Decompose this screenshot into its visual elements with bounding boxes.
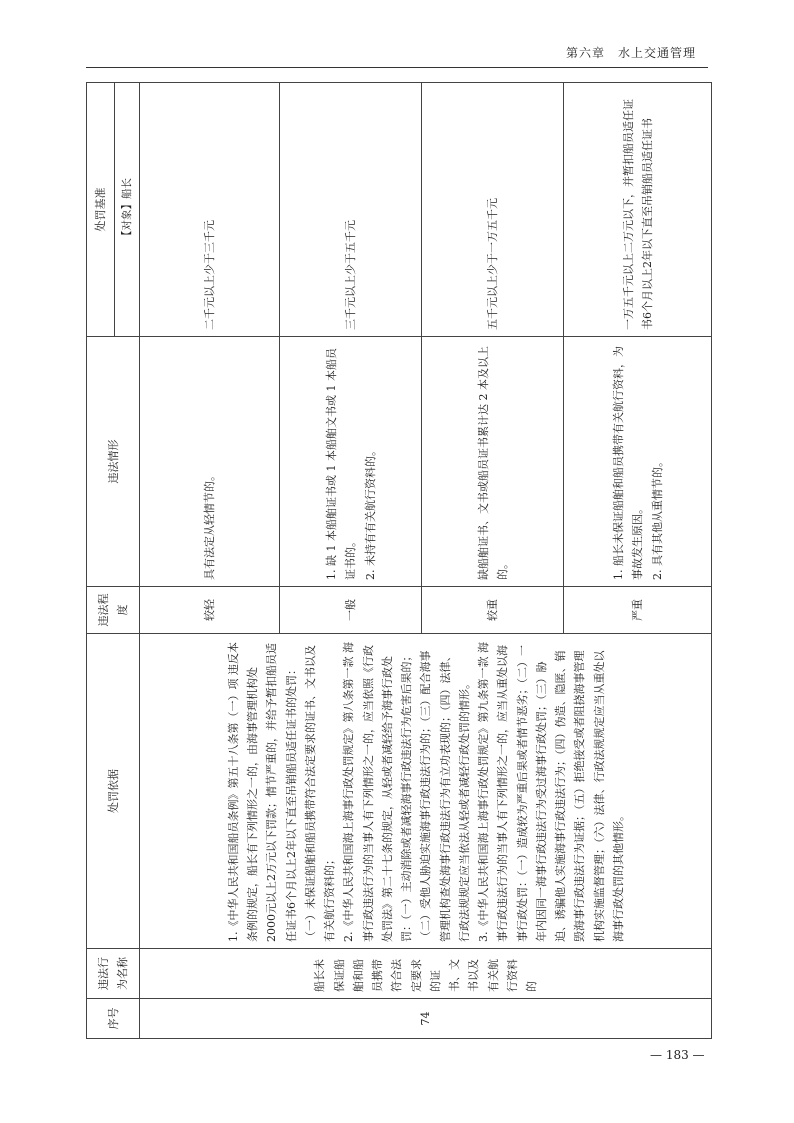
circumstance-level-3 <box>422 337 564 587</box>
standard-level-1: 二千元以上少于三千元 <box>140 83 280 337</box>
circumstance-2-line-2: 2. 未持有有关航行资料的。 <box>363 445 377 580</box>
header-degree: 违法程度 <box>87 587 140 634</box>
circumstance-4-line-2: 2. 具有其他从重情节的。 <box>650 456 664 580</box>
circumstance-4-line-1: 1. 船长未保证船舶和船员携带有关航行资料，为事故发生原因。 <box>612 346 645 580</box>
header-rule <box>86 67 708 68</box>
basis-para-3: 2.《中华人民共和国海上海事行政处罚规定》第八条第一款 海事行政违法行为的当事人有下列情形之一的，应当依照《行政处罚法》第二十七条的规定，从轻或者减轻给予海事行政处罚：（一）主动消除或者减轻海事行政违法行为危害后果的；（二）受他人胁迫实施海事行政违法行为的；（三）配合海事管理机构查处海事行政违法行为有立功表现的；（四）法律、行政法规规定应当依法从轻或者减轻行政处罚的情形。 <box>342 642 471 942</box>
circumstance-level-2 <box>280 337 422 587</box>
chapter-header: 第六章 水上交通管理 <box>566 46 697 60</box>
basis-para-2: （一）未保证船舶和船员携带符合法定要求的证书、文书以及有关航行资料的； <box>303 645 336 942</box>
basis-para-4: 3.《中华人民共和国海上海事行政处罚规定》第九条第一款 海事行政违法行为的当事人有下列情形之一的，应当从重处以海事行政处罚：（一）造成较为严重后果或者情节恶劣；（二）一年内因同一海事行政违法行为受过海事行政处罚；（三）胁迫、诱骗他人实施海事行政违法行为；（四）伪造、隐匿、销毁海事行政违法行为证据；（五）拒绝接受或者阻挠海事管理机构实施监督管理；（六）法律、行政法规规定应当从重处以海事行政处罚的其他情形。 <box>477 642 625 942</box>
degree-level-1: 较轻 <box>140 587 280 634</box>
row-act-name: 船长未保证船舶和船员携带符合法定要求的证书、文书以及有关航行资料的 <box>140 949 712 999</box>
standard-level-4: 一万五千元以上二万元以下，并暂扣船员适任证书6个月以上2年以下直至吊销船员适任证书 <box>564 83 712 337</box>
circumstance-2-line-1: 1. 缺 1 本船舶证书或 1 本船舶文书或 1 本船员证书的。 <box>325 348 358 580</box>
penalty-table <box>86 82 712 1039</box>
row-seq: 74 <box>140 999 712 1039</box>
rotated-table-inner <box>86 83 708 1039</box>
standard-level-3: 五千元以上少于一万五千元 <box>422 83 564 337</box>
header-seq: 序号 <box>87 999 140 1039</box>
header-act-name: 违法行为名称 <box>87 949 140 999</box>
header-circumstance: 违法情形 <box>87 337 140 587</box>
degree-level-3: 较重 <box>422 587 564 634</box>
basis-para-1: 1.《中华人民共和国船员条例》第五十八条第（一）项 违反本条例的规定，船长有下列情形之一的，由海事管理机构处2000元以上2万元以下罚款；情节严重的，并给予暂扣船员适任证书6个月以上2年以下直至吊销船员适任证书的处罚： <box>226 642 298 942</box>
header-object: 【对象】船长 <box>115 83 140 337</box>
circumstance-1-line-1: 具有法定从轻情节的。 <box>203 470 217 580</box>
row-basis <box>140 634 712 949</box>
page-number: — 183 — <box>650 1048 705 1062</box>
circumstance-level-1 <box>140 337 280 587</box>
circumstance-level-4 <box>564 337 712 587</box>
circumstance-3-line-1: 缺船舶证书、文书或船员证书累计达 2 本及以上的。 <box>476 346 509 580</box>
standard-level-2: 三千元以上少于五千元 <box>280 83 422 337</box>
header-basis: 处罚依据 <box>87 634 140 949</box>
degree-level-2: 一般 <box>280 587 422 634</box>
degree-level-4: 严重 <box>564 587 712 634</box>
rotated-table-frame <box>86 83 708 1039</box>
header-standard: 处罚基准 <box>87 83 115 337</box>
